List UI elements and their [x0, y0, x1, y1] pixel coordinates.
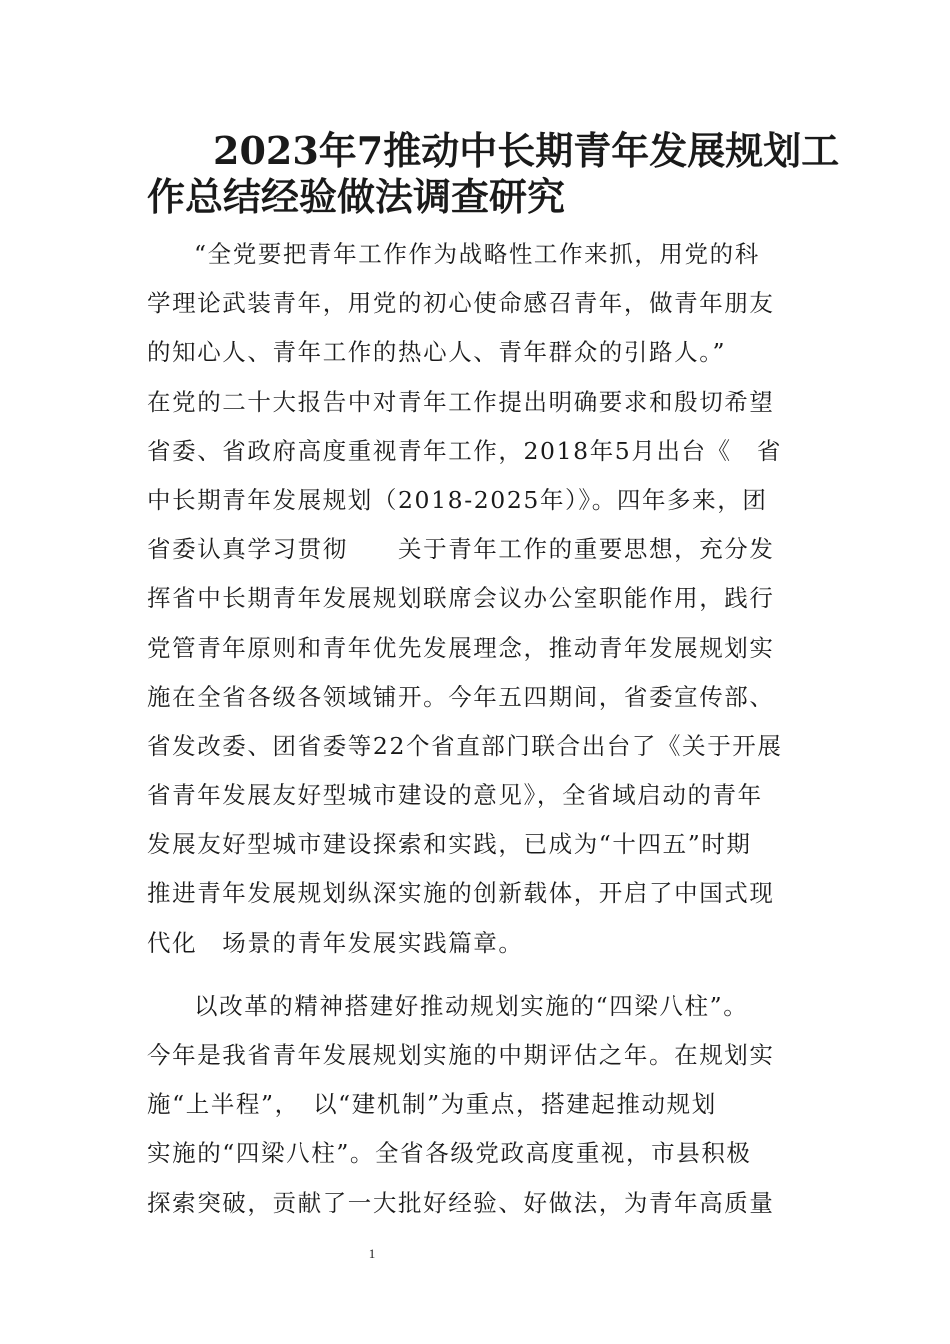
paragraph-2-line: 今年是我省青年发展规划实施的中期评估之年。在规划实 — [147, 1041, 775, 1069]
paragraph-1-line: 省委认真学习贯彻 关于青年工作的重要思想，充分发 — [147, 535, 775, 564]
title-line-2: 作总结经验做法调查研究 — [147, 174, 566, 219]
paragraph-1-line: 发展友好型城市建设探索和实践，已成为“十四五”时期 — [147, 830, 752, 859]
paragraph-1 — [147, 230, 809, 968]
paragraph-1-line: 挥省中长期青年发展规划联席会议办公室职能作用，践行 — [147, 584, 775, 613]
paragraph-1-line: 施在全省各级各领域铺开。今年五四期间，省委宣传部、 — [147, 682, 775, 711]
title-line-1: 2023年7推动中长期青年发展规划工 — [213, 128, 840, 173]
paragraph-1-line: 省青年发展友好型城市建设的意见》，全省域启动的青年 — [147, 781, 763, 810]
page-number: 1 — [368, 1246, 376, 1261]
paragraph-2-line: 以改革的精神搭建好推动规划实施的“四梁八柱”。 — [194, 991, 749, 1020]
paragraph-1-line: 的知心人、青年工作的热心人、青年群众的引路人。” — [147, 338, 727, 367]
paragraph-gap — [147, 968, 809, 982]
paragraph-1-line: 党管青年原则和青年优先发展理念，推动青年发展规划实 — [147, 633, 775, 662]
paragraph-1-line: 中长期青年发展规划（2018-2025年）》。四年多来，团 — [147, 485, 768, 514]
paragraph-1-line: 代化 场景的青年发展实践篇章。 — [147, 928, 524, 957]
paragraph-2-line: 施“上半程”， 以“建机制”为重点，搭建起推动规划 — [147, 1090, 717, 1119]
paragraph-1-line: “全党要把青年工作作为战略性工作来抓，用党的科 — [194, 240, 760, 268]
paragraph-1-line: 省委、省政府高度重视青年工作，2018年5月出台《 省 — [147, 436, 782, 465]
paragraph-2-line: 实施的“四梁八柱”。全省各级党政高度重视，市县积极 — [147, 1139, 752, 1168]
document-title — [147, 128, 840, 220]
paragraph-1-line: 学理论武装青年，用党的初心使命感召青年，做青年朋友 — [147, 289, 775, 318]
paragraph-1-line: 在党的二十大报告中对青年工作提出明确要求和殷切希望 — [147, 387, 775, 416]
paragraph-1-line: 省发改委、团省委等22个省直部门联合出台了《关于开展 — [147, 731, 783, 760]
paragraph-2 — [147, 982, 809, 1228]
paragraph-1-line: 推进青年发展规划纵深实施的创新载体，开启了中国式现 — [147, 879, 775, 908]
document-body — [147, 230, 809, 1228]
paragraph-2-line: 探索突破，贡献了一大批好经验、好做法，为青年高质量 — [147, 1188, 775, 1217]
